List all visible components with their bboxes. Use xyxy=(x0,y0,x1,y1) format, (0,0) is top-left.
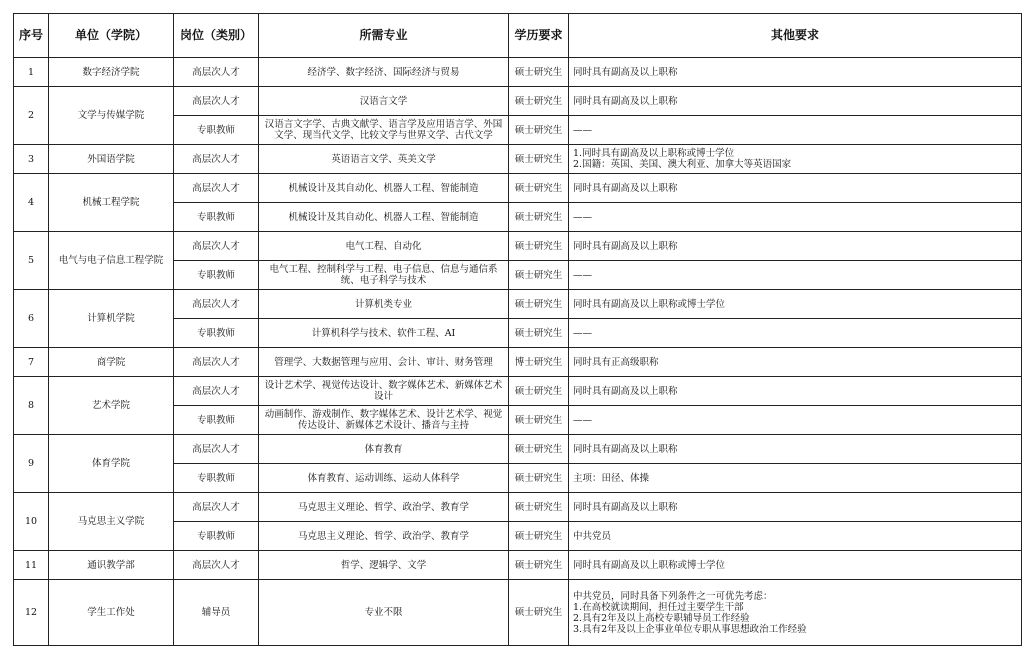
position-title: 高层次人才 xyxy=(174,493,259,522)
row-number: 10 xyxy=(14,493,49,551)
other-requirement: —— xyxy=(569,319,1022,348)
unit-name: 文学与传媒学院 xyxy=(49,87,174,145)
other-requirement: 同时具有副高及以上职称 xyxy=(569,87,1022,116)
position-title: 专职教师 xyxy=(174,464,259,493)
major-requirement: 马克思主义理论、哲学、政治学、教育学 xyxy=(259,493,509,522)
recruitment-table xyxy=(13,13,1022,646)
table-row xyxy=(14,290,1022,319)
row-number: 11 xyxy=(14,551,49,580)
other-requirement: 同时具有副高及以上职称或博士学位 xyxy=(569,551,1022,580)
major-requirement: 体育教育、运动训练、运动人体科学 xyxy=(259,464,509,493)
row-number: 3 xyxy=(14,145,49,174)
other-requirement: 同时具有副高及以上职称 xyxy=(569,377,1022,406)
other-requirement: 中共党员 xyxy=(569,522,1022,551)
other-requirement: 同时具有副高及以上职称 xyxy=(569,232,1022,261)
header-major: 所需专业 xyxy=(259,14,509,58)
header-unit: 单位（学院） xyxy=(49,14,174,58)
header-position: 岗位（类别） xyxy=(174,14,259,58)
degree-requirement: 硕士研究生 xyxy=(509,551,569,580)
row-number: 6 xyxy=(14,290,49,348)
unit-name: 机械工程学院 xyxy=(49,174,174,232)
table-row xyxy=(14,87,1022,116)
major-requirement: 机械设计及其自动化、机器人工程、智能制造 xyxy=(259,174,509,203)
unit-name: 数字经济学院 xyxy=(49,58,174,87)
table-row xyxy=(14,377,1022,406)
position-title: 高层次人才 xyxy=(174,348,259,377)
position-title: 专职教师 xyxy=(174,261,259,290)
unit-name: 外国语学院 xyxy=(49,145,174,174)
degree-requirement: 硕士研究生 xyxy=(509,232,569,261)
table-row xyxy=(14,435,1022,464)
major-requirement: 汉语言文学 xyxy=(259,87,509,116)
table-row xyxy=(14,145,1022,174)
unit-name: 艺术学院 xyxy=(49,377,174,435)
other-requirement: 同时具有正高级职称 xyxy=(569,348,1022,377)
degree-requirement: 硕士研究生 xyxy=(509,377,569,406)
header-row xyxy=(14,14,1022,58)
other-requirement: 同时具有副高及以上职称 xyxy=(569,174,1022,203)
degree-requirement: 硕士研究生 xyxy=(509,174,569,203)
position-title: 高层次人才 xyxy=(174,435,259,464)
position-title: 高层次人才 xyxy=(174,174,259,203)
degree-requirement: 硕士研究生 xyxy=(509,261,569,290)
major-requirement: 计算机科学与技术、软件工程、AI xyxy=(259,319,509,348)
other-requirement: —— xyxy=(569,406,1022,435)
major-requirement: 电气工程、控制科学与工程、电子信息、信息与通信系统、电子科学与技术 xyxy=(259,261,509,290)
table-row xyxy=(14,493,1022,522)
header-no: 序号 xyxy=(14,14,49,58)
major-requirement: 经济学、数字经济、国际经济与贸易 xyxy=(259,58,509,87)
degree-requirement: 硕士研究生 xyxy=(509,319,569,348)
unit-name: 学生工作处 xyxy=(49,580,174,646)
table-row xyxy=(14,232,1022,261)
degree-requirement: 硕士研究生 xyxy=(509,87,569,116)
other-requirement: 1.同时具有副高及以上职称或博士学位 2.国籍：英国、美国、澳大利亚、加拿大等英语国家 xyxy=(569,145,1022,174)
position-title: 专职教师 xyxy=(174,116,259,145)
table-row xyxy=(14,348,1022,377)
degree-requirement: 硕士研究生 xyxy=(509,290,569,319)
other-requirement: 同时具有副高及以上职称 xyxy=(569,58,1022,87)
position-title: 高层次人才 xyxy=(174,377,259,406)
table-body xyxy=(14,58,1022,646)
row-number: 8 xyxy=(14,377,49,435)
unit-name: 计算机学院 xyxy=(49,290,174,348)
degree-requirement: 硕士研究生 xyxy=(509,522,569,551)
major-requirement: 体育教育 xyxy=(259,435,509,464)
unit-name: 商学院 xyxy=(49,348,174,377)
other-requirement: 中共党员，同时具备下列条件之一可优先考虑： 1.在高校就读期间，担任过主要学生干部 2.具有2年及以上高校专职辅导员工作经验 3.具有2年及以上企事业单位专职从事思想政治工作经验 xyxy=(569,580,1022,646)
degree-requirement: 硕士研究生 xyxy=(509,580,569,646)
position-title: 高层次人才 xyxy=(174,290,259,319)
row-number: 12 xyxy=(14,580,49,646)
major-requirement: 管理学、大数据管理与应用、会计、审计、财务管理 xyxy=(259,348,509,377)
unit-name: 马克思主义学院 xyxy=(49,493,174,551)
position-title: 专职教师 xyxy=(174,522,259,551)
degree-requirement: 博士研究生 xyxy=(509,348,569,377)
other-requirement: —— xyxy=(569,116,1022,145)
position-title: 高层次人才 xyxy=(174,87,259,116)
position-title: 高层次人才 xyxy=(174,145,259,174)
degree-requirement: 硕士研究生 xyxy=(509,116,569,145)
table-row xyxy=(14,174,1022,203)
unit-name: 电气与电子信息工程学院 xyxy=(49,232,174,290)
unit-name: 体育学院 xyxy=(49,435,174,493)
row-number: 9 xyxy=(14,435,49,493)
major-requirement: 动画制作、游戏制作、数字媒体艺术、设计艺术学、视觉传达设计、新媒体艺术设计、播音与主持 xyxy=(259,406,509,435)
header-degree: 学历要求 xyxy=(509,14,569,58)
major-requirement: 计算机类专业 xyxy=(259,290,509,319)
degree-requirement: 硕士研究生 xyxy=(509,406,569,435)
major-requirement: 设计艺术学、视觉传达设计、数字媒体艺术、新媒体艺术设计 xyxy=(259,377,509,406)
unit-name: 通识教学部 xyxy=(49,551,174,580)
position-title: 高层次人才 xyxy=(174,58,259,87)
position-title: 专职教师 xyxy=(174,319,259,348)
position-title: 高层次人才 xyxy=(174,232,259,261)
table-row xyxy=(14,58,1022,87)
position-title: 辅导员 xyxy=(174,580,259,646)
row-number: 4 xyxy=(14,174,49,232)
major-requirement: 机械设计及其自动化、机器人工程、智能制造 xyxy=(259,203,509,232)
position-title: 高层次人才 xyxy=(174,551,259,580)
table-row xyxy=(14,551,1022,580)
row-number: 5 xyxy=(14,232,49,290)
major-requirement: 电气工程、自动化 xyxy=(259,232,509,261)
major-requirement: 英语语言文学、英美文学 xyxy=(259,145,509,174)
header-other: 其他要求 xyxy=(569,14,1022,58)
other-requirement: 同时具有副高及以上职称 xyxy=(569,435,1022,464)
major-requirement: 汉语言文字学、古典文献学、语言学及应用语言学、外国文学、现当代文学、比较文学与世界文学、古代文学 xyxy=(259,116,509,145)
degree-requirement: 硕士研究生 xyxy=(509,58,569,87)
degree-requirement: 硕士研究生 xyxy=(509,203,569,232)
degree-requirement: 硕士研究生 xyxy=(509,435,569,464)
position-title: 专职教师 xyxy=(174,406,259,435)
position-title: 专职教师 xyxy=(174,203,259,232)
other-requirement: 同时具有副高及以上职称 xyxy=(569,493,1022,522)
degree-requirement: 硕士研究生 xyxy=(509,145,569,174)
other-requirement: 同时具有副高及以上职称或博士学位 xyxy=(569,290,1022,319)
degree-requirement: 硕士研究生 xyxy=(509,493,569,522)
row-number: 1 xyxy=(14,58,49,87)
table-row xyxy=(14,580,1022,646)
major-requirement: 哲学、逻辑学、文学 xyxy=(259,551,509,580)
major-requirement: 马克思主义理论、哲学、政治学、教育学 xyxy=(259,522,509,551)
row-number: 7 xyxy=(14,348,49,377)
other-requirement: —— xyxy=(569,203,1022,232)
other-requirement: 主项：田径、体操 xyxy=(569,464,1022,493)
row-number: 2 xyxy=(14,87,49,145)
major-requirement: 专业不限 xyxy=(259,580,509,646)
other-requirement: —— xyxy=(569,261,1022,290)
degree-requirement: 硕士研究生 xyxy=(509,464,569,493)
